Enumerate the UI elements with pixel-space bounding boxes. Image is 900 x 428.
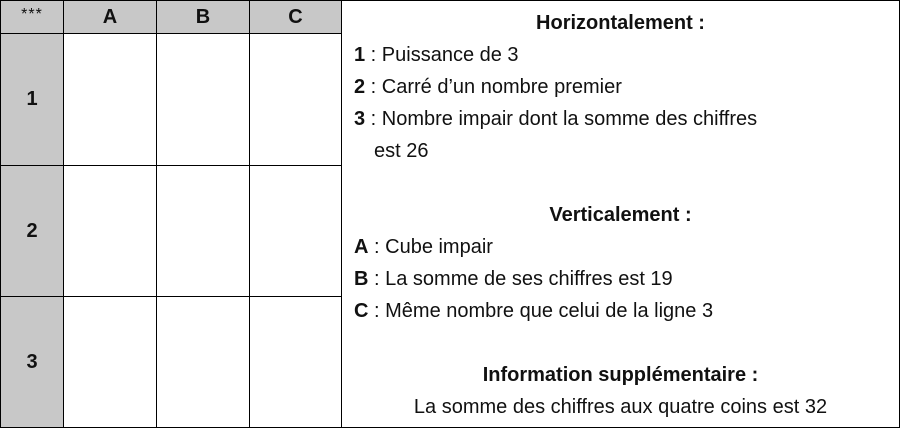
row-header-1: 1 [1,34,64,166]
clue-text: : La somme de ses chiffres est 19 [368,268,673,290]
vertical-clue-b [342,263,899,295]
grid-cell-c1[interactable] [250,34,341,166]
grid-cell-c3[interactable] [250,297,341,427]
horizontal-title: Horizontalement : [536,12,705,34]
row-header-2: 2 [1,166,64,297]
grid-cell-a1[interactable] [64,34,157,166]
clue-key: 2 [354,76,366,98]
clue-text: : Nombre impair dont la somme des chiffres [365,108,758,130]
grid-cell-b3[interactable] [157,297,250,427]
grid-cell-c2[interactable] [250,166,341,297]
grid-cell-a3[interactable] [64,297,157,427]
clue-key: 1 [354,44,366,66]
vertical-clue-c [342,295,899,327]
extra-info-text: La somme des chiffres aux quatre coins est 32 [413,396,828,418]
vertical-title: Verticalement : [549,204,692,226]
column-header-b: B [157,1,250,34]
grid-cell-a2[interactable] [64,166,157,297]
clue-key: C [354,300,369,322]
column-header-c: C [250,1,341,34]
clue-text: : Carré d’un nombre premier [365,76,622,98]
crossnumber-grid [1,1,342,427]
clue-text: : Même nombre que celui de la ligne 3 [368,300,714,322]
horizontal-clue-3-continuation: est 26 [374,140,429,162]
clue-text: : Puissance de 3 [365,44,519,66]
grid-cell-b2[interactable] [157,166,250,297]
horizontal-clue-3 [342,103,899,135]
clue-key: A [354,236,369,258]
extra-info-title: Information supplémentaire : [482,364,759,386]
column-header-a: A [64,1,157,34]
vertical-clue-a [342,231,899,263]
clue-text: : Cube impair [368,236,493,258]
horizontal-clue-2 [342,71,899,103]
clues-panel [342,1,899,427]
grid-corner-cell: *** [1,1,64,34]
horizontal-clue-1 [342,39,899,71]
clue-key: 3 [354,108,366,130]
clue-key: B [354,268,369,290]
grid-cell-b1[interactable] [157,34,250,166]
row-header-3: 3 [1,297,64,427]
